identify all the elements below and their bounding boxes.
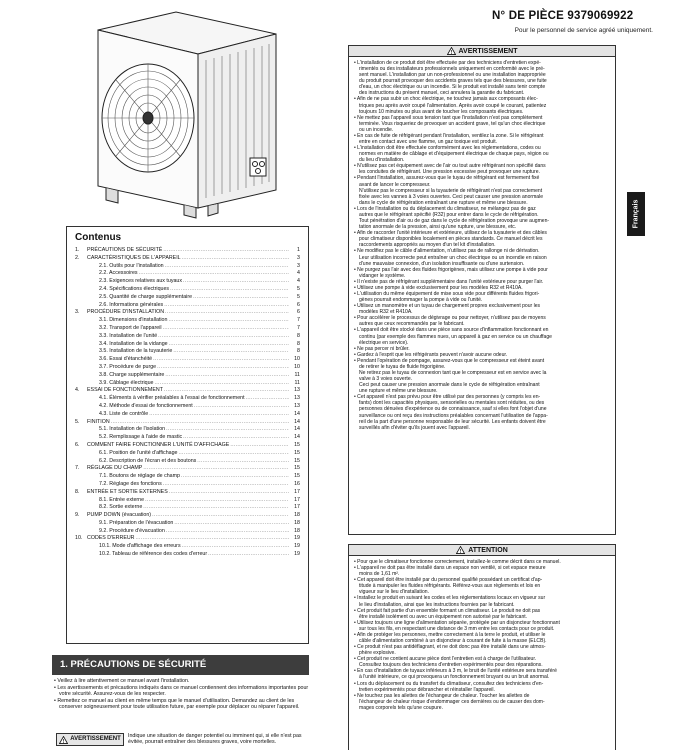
toc-entry-label: 6.1. Position de l'unité d'affichage xyxy=(99,449,178,456)
toc-entry[interactable] xyxy=(75,395,300,403)
toc-leader-dots xyxy=(169,341,289,349)
toc-leader-dots xyxy=(246,395,289,403)
toc-entry[interactable] xyxy=(75,497,300,505)
toc-entry[interactable] xyxy=(75,247,300,255)
toc-entry-page: 19 xyxy=(294,551,300,558)
text-line: ou un incendie. xyxy=(359,126,394,133)
toc-leader-dots xyxy=(173,348,289,356)
toc-entry-label: PROCÉDURE D'INSTALLATION xyxy=(87,309,165,316)
toc-entry-label: 10.2. Tableau de référence des codes d'erreur xyxy=(99,551,208,558)
text-line: valve à 3 voies ouverte. xyxy=(359,376,413,383)
toc-entry[interactable] xyxy=(75,465,300,473)
bullet-line: • Afin de ne pas subir un choc électrique, ne touchez jamais aux composants élec- xyxy=(354,96,538,103)
text-line: du lieu d'installation. xyxy=(359,157,405,164)
toc-entry[interactable] xyxy=(75,481,300,489)
bullet-line: • Ne modifiez pas le câble d'alimentation, n'utilisez pas de rallonge ni de dérivation. xyxy=(354,248,540,255)
bullet-line: • Ne touchez pas les ailettes de l'échangeur de chaleur. Toucher les ailettes de xyxy=(354,692,530,699)
toc-entry[interactable] xyxy=(75,294,300,302)
toc-entry-label: PUMP DOWN (évacuation) xyxy=(87,512,152,519)
toc-leader-dots xyxy=(163,247,289,255)
section-heading: 1. PRÉCAUTIONS DE SÉCURITÉ xyxy=(52,655,309,675)
text-line: être installé isolément ou avec un équipement non autorisé par le fabricant. xyxy=(359,613,528,620)
toc-entry-page: 15 xyxy=(294,465,300,472)
bullet-line: • Pendant l'opération de pompage, assurez-vous que le compresseur est éteint avant xyxy=(354,357,545,364)
toc-entry-page: 16 xyxy=(294,480,300,487)
warning-triangle-icon xyxy=(59,736,68,744)
toc-entry-page: 10 xyxy=(294,363,300,370)
toc-leader-dots xyxy=(136,535,289,543)
bullet-line: • L'appareil ne doit pas être installé dans un espace non ventilé, si cet espace mesure xyxy=(354,565,546,572)
toc-leader-dots xyxy=(139,270,289,278)
toc-leader-dots xyxy=(230,442,289,450)
toc-entry-label: 7.2. Réglage des fonctions xyxy=(99,480,162,487)
toc-entry-number: 6. xyxy=(75,441,80,448)
toc-entry[interactable] xyxy=(75,535,300,543)
toc-leader-dots xyxy=(165,263,289,271)
text-line: surveillés afin d'éviter qu'ils jouent avec l'appareil. xyxy=(359,424,470,431)
intro-bullets xyxy=(54,678,314,711)
toc-leader-dots xyxy=(164,387,289,395)
text-line: vigueur sur le lieu d'installation. xyxy=(359,589,429,596)
toc-entry[interactable] xyxy=(75,504,300,512)
bullet-line: • Cet produit ne contient aucune pièce dont l'entretien est à charge de l'utilisateur. xyxy=(354,656,537,663)
warning-triangle-icon xyxy=(447,47,456,55)
toc-entry[interactable] xyxy=(75,356,300,364)
toc-leader-dots xyxy=(111,419,289,427)
toc-entry-page: 19 xyxy=(294,543,300,550)
toc-entry-number: 10. xyxy=(75,535,83,542)
toc-leader-dots xyxy=(179,450,290,458)
toc-entry-label: 3.2. Transport de l'appareil xyxy=(99,324,162,331)
toc-entry-label: 6.2. Description de l'écran et des boutons xyxy=(99,457,197,464)
text-line: autres que ceux recommandés par le fabricant. xyxy=(359,321,465,328)
toc-entry[interactable] xyxy=(75,364,300,372)
warning-box-title: AVERTISSEMENT xyxy=(458,47,518,55)
text-line: dans le cycle de réfrigération entraînant une rupture et même une blessure. xyxy=(359,199,528,206)
toc-leader-dots xyxy=(183,434,289,442)
toc-entry-label: 5.1. Installation de l'isolation xyxy=(99,426,166,433)
toc-entry[interactable] xyxy=(75,489,300,497)
text-line: titude à manipuler les fluides réfrigérants. Référez-vous aux règlements et lois en xyxy=(359,583,541,590)
toc-leader-dots xyxy=(163,481,289,489)
text-line: une rupture et même une blessure. xyxy=(359,388,438,395)
text-line: sur tous les fils, en respectant une distance de 3 mm entre les contacts pour ce produit. xyxy=(359,625,555,632)
toc-entry-label: 5.2. Remplissage à l'aide de mastic xyxy=(99,434,183,441)
toc-entry-label: COMMENT FAIRE FONCTIONNER L'UNITÉ D'AFFICHAGE xyxy=(87,441,230,448)
text-line: avant de lancer le compresseur. xyxy=(359,181,431,188)
text-line: toujours 10 minutes ou plus avant de toucher les composants électriques. xyxy=(359,108,524,115)
toc-entry-page: 14 xyxy=(294,410,300,417)
toc-entry-label: 7.1. Boutons de réglage de champ xyxy=(99,473,180,480)
toc-entry-page: 1 xyxy=(297,247,300,253)
toc-leader-dots xyxy=(158,333,289,341)
toc-entry-page: 13 xyxy=(294,395,300,402)
toc-entry-label: 3.8. Charge supplémentaire xyxy=(99,371,165,378)
text-line: d'une mauvaise connexion, d'un isolation insuffisante ou d'une surtension. xyxy=(359,260,525,267)
text-line: Ne retirez pas le tuyau de connexion tant que le compresseur est en service avec la xyxy=(359,369,547,376)
toc-entry-label: CODES D'ERREUR xyxy=(87,535,135,542)
text-line: d'eau, un choc électrique ou un incendie. Si le produit est installé sans tenir compte xyxy=(359,84,546,91)
bullet-line: • Pendant l'installation, assurez-vous que le tuyau de réfrigérant est fermement fixé xyxy=(354,175,540,182)
toc-leader-dots xyxy=(197,458,289,466)
text-line: sent manuel. L'installation par un non-professionnel ou une installation inappropriée xyxy=(359,72,546,79)
toc-entry-page: 15 xyxy=(294,473,300,480)
toc-entry-label: 2.3. Exigences relatives aux tuyaux xyxy=(99,278,183,285)
intro-bullet: • Veillez à lire attentivement ce manuel avant l'installation. xyxy=(54,678,190,684)
toc-entry-label: ENTRÉE ET SORTIE EXTERNES xyxy=(87,488,168,495)
toc-leader-dots xyxy=(181,473,289,481)
toc-leader-dots xyxy=(183,278,289,286)
toc-entry-page: 17 xyxy=(294,504,300,511)
toc-leader-dots xyxy=(164,302,289,310)
toc-entry-label: 4.3. Liste de contrôle xyxy=(99,410,149,417)
bullet-line: • Utilisez une pompe à vide exclusivement pour les modèles R32 et R410A. xyxy=(354,284,523,291)
toc-leader-dots xyxy=(143,504,289,512)
toc-entry[interactable] xyxy=(75,380,300,388)
warning-legend-text: Indique une situation de danger potentiel ou imminent qui, si elle n'est pas évitée, pourrait entraîner des blessures graves, voire mortelles. xyxy=(128,733,302,746)
bullet-line: • En cas de fuite de réfrigérant pendant l'installation, ventilez la zone. Si le réfrigérant xyxy=(354,132,544,139)
toc-entry-page: 6 xyxy=(297,309,300,316)
toc-entry-page: 19 xyxy=(294,535,300,542)
toc-leader-dots xyxy=(153,356,289,364)
toc-entry[interactable] xyxy=(75,520,300,528)
bullet-line: • Cet appareil doit être installé par du personnel qualifié possédant un certificat d'ap- xyxy=(354,577,543,584)
svg-text:!: ! xyxy=(459,548,462,554)
text-line: gènes pourrait endommager la pompe à vide ou l'unité. xyxy=(359,297,483,304)
toc-leader-dots xyxy=(149,411,289,419)
table-of-contents xyxy=(66,226,309,644)
text-line: N'utilisez pas le compresseur si la tuyauterie de réfrigérant n'est pas correctement xyxy=(359,187,543,194)
toc-entry-page: 6 xyxy=(297,301,300,308)
text-line: électrique en service). xyxy=(359,339,409,346)
toc-entry-label: 3.4. Installation de la vidange xyxy=(99,340,168,347)
toc-entry[interactable] xyxy=(75,434,300,442)
bullet-line: • Gardez à l'esprit que les réfrigérants peuvent n'avoir aucune odeur. xyxy=(354,351,508,358)
text-line: normes en matière de câblage et d'équipement électrique de chaque pays, région ou xyxy=(359,151,549,158)
bullet-line: • L'appareil doit être stocké dans une pièce sans source d'inflammation fonctionnant en xyxy=(354,327,549,334)
text-line: continu (par exemple des flammes nues, un appareil à gaz en service ou un chauffage xyxy=(359,333,552,340)
warning-legend-label: ! AVERTISSEMENT xyxy=(56,733,124,746)
toc-entry-page: 14 xyxy=(294,426,300,433)
toc-entry-page: 7 xyxy=(297,317,300,324)
toc-entry-number: 1. xyxy=(75,247,80,253)
toc-entry-label: PRÉCAUTIONS DE SÉCURITÉ xyxy=(87,247,163,253)
text-line: du produit pourrait provoquer des accidents graves tels que des blessures, une fuite xyxy=(359,78,547,85)
text-line: le lieu d'installation, ainsi que les instructions fournies par le fabricant. xyxy=(359,601,515,608)
toc-entry[interactable] xyxy=(75,263,300,271)
toc-entry-page: 15 xyxy=(294,457,300,464)
toc-entry[interactable] xyxy=(75,551,300,559)
toc-entry[interactable] xyxy=(75,426,300,434)
toc-entry[interactable] xyxy=(75,286,300,294)
toc-entry-number: 8. xyxy=(75,488,80,495)
toc-entry[interactable] xyxy=(75,255,300,263)
toc-leader-dots xyxy=(143,465,289,473)
toc-entry-label: 4.2. Méthode d'essai de fonctionnement xyxy=(99,402,193,409)
toc-leader-dots xyxy=(169,489,289,497)
text-line: entre en contact avec une flamme, un gaz toxique est produit. xyxy=(359,139,498,146)
toc-entry-label: 8.1. Entrée externe xyxy=(99,496,145,503)
toc-entry-page: 3 xyxy=(297,254,300,261)
warning-box-header xyxy=(349,46,615,57)
toc-entry-page: 3 xyxy=(297,262,300,269)
text-line: modèles R32 et R410A. xyxy=(359,309,413,316)
toc-leader-dots xyxy=(182,543,289,551)
caution-triangle-icon xyxy=(456,546,465,554)
text-line: des instructions du présent manuel, ceci annulera la garantie du fabricant. xyxy=(359,90,525,97)
toc-entry[interactable] xyxy=(75,309,300,317)
bullet-line: • Utilisez toujours une ligne d'alimentation séparée, protégée par un disjoncteur fonctionnant xyxy=(354,619,560,626)
toc-entry[interactable] xyxy=(75,403,300,411)
toc-entry-label: 3.7. Procédure de purge xyxy=(99,363,157,370)
toc-entry-page: 4 xyxy=(297,270,300,277)
toc-entry[interactable] xyxy=(75,278,300,286)
bullet-line: • En cas d'installation de tuyaux inférieurs à 3 m, le bruit de l'unité extérieure sera transféré xyxy=(354,668,557,675)
outdoor-unit-illustration xyxy=(58,8,288,223)
toc-list xyxy=(75,247,300,559)
bullet-line: • Installez le produit en suivant les codes et les réglementations locaux en vigueur sur xyxy=(354,595,546,602)
text-line: vidanger le système. xyxy=(359,272,406,279)
toc-leader-dots xyxy=(166,426,289,434)
bullet-line: • Afin de protéger les personnes, mettre correctement à la terre le produit, et utiliser le xyxy=(354,631,546,638)
toc-entry-page: 7 xyxy=(297,324,300,331)
bullet-line: • N'utilisez pas cet équipement avec de l'air ou tout autre réfrigérant non spécifié dans xyxy=(354,163,546,170)
toc-leader-dots xyxy=(165,372,289,380)
toc-entry[interactable] xyxy=(75,372,300,380)
bullet-line: • Lors du déplacement ou du transfert du climatiseur, consultez des techniciens d'en- xyxy=(354,680,544,687)
toc-entry-page: 13 xyxy=(294,402,300,409)
text-line: phère explosive. xyxy=(359,650,396,657)
toc-leader-dots xyxy=(154,380,289,388)
text-line: Consultez toujours des techniciens d'entretien expérimentés pour des réparations. xyxy=(359,662,543,669)
svg-text:!: ! xyxy=(450,49,452,55)
toc-entry-page: 17 xyxy=(294,488,300,495)
toc-entry-label: 3.5. Installation de la tuyauterie xyxy=(99,348,173,355)
toc-leader-dots xyxy=(182,255,289,263)
toc-entry[interactable] xyxy=(75,348,300,356)
bullet-line: • Cet produit fait partie d'un ensemble formant un climatiseur. Le produit ne doit pas xyxy=(354,607,541,614)
toc-entry-page: 18 xyxy=(294,519,300,526)
toc-entry[interactable] xyxy=(75,512,300,520)
toc-entry-page: 15 xyxy=(294,441,300,448)
toc-entry-page: 18 xyxy=(294,512,300,519)
toc-entry-label: 2.1. Outils pour l'installation xyxy=(99,262,164,269)
toc-entry-label: 8.2. Sortie externe xyxy=(99,504,143,511)
toc-entry[interactable] xyxy=(75,387,300,395)
text-line: tation anormale de la pression, ainsi qu'une rupture, une blessure, etc. xyxy=(359,224,517,231)
toc-entry-label: FINITION xyxy=(87,418,110,425)
text-line: fixée avec les vannes à 3 voies ouvertes. Ceci peut causer une pression anormale xyxy=(359,193,544,200)
toc-entry-page: 15 xyxy=(294,449,300,456)
text-line: terminée. Vous risqueriez de provoquer un accident grave, tel qu'un choc électrique xyxy=(359,120,546,127)
toc-entry-label: 3.9. Câblage électrique xyxy=(99,379,154,386)
toc-entry-label: CARACTÉRISTIQUES DE L'APPAREIL xyxy=(87,254,181,261)
toc-entry[interactable] xyxy=(75,333,300,341)
text-line: à l'unité intérieure, ce qui provoquera un fonctionnement bruyant ou un bruit anormal. xyxy=(359,674,550,681)
text-line: câble d'alimentation combiné à un disjoncteur à courant de fuite à la masse (ELCB). xyxy=(359,638,547,645)
text-line: Tout pénétration d'air ou de gaz dans le cycle de réfrigération provoque une augmen- xyxy=(359,218,550,225)
toc-entry-label: 2.4. Spécifications électriques xyxy=(99,285,170,292)
bullet-line: • L'installation de ce produit doit être effectuée par des techniciens d'entretien expé- xyxy=(354,60,541,66)
toc-entry[interactable] xyxy=(75,325,300,333)
text-line: triques peu après avoir coupé l'alimentation. Après avoir coupé le courant, patientez xyxy=(359,102,547,109)
attention-box-title: ATTENTION xyxy=(468,546,508,554)
bullet-line: • L'installation doit être effectuée conformément avec les réglementations, codes ou xyxy=(354,145,541,152)
toc-entry[interactable] xyxy=(75,528,300,536)
toc-entry[interactable] xyxy=(75,442,300,450)
toc-leader-dots xyxy=(165,309,289,317)
toc-entry-number: 7. xyxy=(75,465,80,472)
toc-entry[interactable] xyxy=(75,317,300,325)
toc-leader-dots xyxy=(163,325,289,333)
attention-box-header xyxy=(349,545,615,556)
text-line: rimentés ou des installateurs professionnels uniquement en conformité avec le pré- xyxy=(359,66,545,73)
text-line: raccordements appropriés au moyen d'un tel kit d'installation. xyxy=(359,242,496,249)
toc-entry-label: 9.2. Procédure d'évacuation xyxy=(99,527,165,534)
toc-entry-page: 8 xyxy=(297,332,300,339)
toc-entry-page: 5 xyxy=(297,285,300,292)
toc-entry-label: 2.5. Quantité de charge supplémentaire xyxy=(99,293,193,300)
toc-entry-page: 5 xyxy=(297,293,300,300)
toc-entry-page: 8 xyxy=(297,348,300,355)
svg-text:!: ! xyxy=(62,738,65,744)
toc-entry-page: 14 xyxy=(294,434,300,441)
toc-leader-dots xyxy=(152,512,289,520)
intro-bullet: • Remettez ce manuel au client en même temps que le manuel d'utilisation. Demandez au client de les conserver soigneusement pour toute utilisation future, par exemple pour déplacer ou réparer l'appareil. xyxy=(54,697,300,711)
toc-entry-label: 3.1. Dimensions d'installation xyxy=(99,317,168,324)
bullet-line: • Ne pas percer ni brûler. xyxy=(354,345,410,352)
text-line: surveillance ou ont reçu des instructions préalables concernant l'utilisation de l'appa- xyxy=(359,412,548,419)
toc-entry-label: 2.6. Informations générales xyxy=(99,301,164,308)
toc-leader-dots xyxy=(168,317,289,325)
attention-box xyxy=(348,544,616,750)
toc-entry-label: 2.2. Accessoires xyxy=(99,270,138,277)
bullet-line: • L'utilisation du même équipement de mise sous vide pour différents fluides frigori- xyxy=(354,290,540,297)
toc-entry-label: 9.1. Préparation de l'évacuation xyxy=(99,519,174,526)
bullet-line: • Cet appareil n'est pas prévu pour être utilisé par des personnes (y compris les en- xyxy=(354,394,541,401)
text-line: Leur utilisation incorrecte peut entraîner un choc électrique ou un incendie en raison xyxy=(359,254,547,261)
bullet-line: • Lors de l'installation ou du déplacement du climatiseur, ne mélangez pas de gaz xyxy=(354,205,536,212)
toc-entry[interactable] xyxy=(75,473,300,481)
text-line: personnes dénuées d'expérience ou de connaissance, sauf si elles font l'objet d'une xyxy=(359,406,547,413)
toc-entry-label: 10.1. Mode d'affichage des erreurs xyxy=(99,543,181,550)
toc-entry[interactable] xyxy=(75,450,300,458)
toc-entry-page: 10 xyxy=(294,356,300,363)
toc-entry[interactable] xyxy=(75,270,300,278)
toc-leader-dots xyxy=(170,286,289,294)
bullet-line: • Il n'existe pas de réfrigérant supplémentaire dans l'unité extérieure pour purger l'air. xyxy=(354,278,544,285)
warning-box-body xyxy=(349,57,615,431)
toc-entry-page: 8 xyxy=(297,340,300,347)
toc-entry[interactable] xyxy=(75,341,300,349)
toc-entry[interactable] xyxy=(75,419,300,427)
bullet-line: • Ne mettez pas l'appareil sous tension tant que l'installation n'est pas complètement xyxy=(354,114,543,121)
text-line: l'échangeur de chaleur risque d'endommager ces dernières ou de causer des dom- xyxy=(359,698,545,705)
toc-leader-dots xyxy=(145,497,289,505)
warning-legend xyxy=(56,733,314,746)
toc-entry-label: 3.6. Essai d'étanchéité xyxy=(99,356,153,363)
toc-entry-label: RÉGLAGE DU CHAMP xyxy=(87,465,143,472)
toc-entry-label: 4.1. Éléments à vérifier préalables à l'essai de fonctionnement xyxy=(99,395,245,402)
text-line: fants) dont les capacités physiques, sensorielles ou mentales sont réduites, ou des xyxy=(359,400,545,407)
text-line: mages corporels tels qu'une coupure. xyxy=(359,704,444,711)
toc-leader-dots xyxy=(166,528,289,536)
attention-box-body xyxy=(349,556,615,711)
toc-entry-page: 11 xyxy=(294,379,300,386)
toc-entry-number: 4. xyxy=(75,387,80,394)
toc-leader-dots xyxy=(174,520,289,528)
text-line: de retirer le tuyau de fluide frigorigène. xyxy=(359,363,446,370)
bullet-line: • Utilisez un manomètre et un tuyau de chargement propres exclusivement pour les xyxy=(354,303,541,310)
toc-entry-page: 11 xyxy=(294,371,300,378)
toc-entry[interactable] xyxy=(75,411,300,419)
text-line: pour climatiseur disponibles localement en pièces standards. Ce manuel décrit les xyxy=(359,236,543,243)
text-line: moins de 1,61 m². xyxy=(359,571,400,578)
language-tab[interactable]: Français xyxy=(627,192,645,236)
toc-leader-dots xyxy=(208,551,289,559)
bullet-line: • Ne purgez pas l'air avec des fluides frigorigènes, mais utilisez une pompe à vide pour xyxy=(354,266,548,273)
toc-leader-dots xyxy=(193,294,289,302)
toc-entry-page: 14 xyxy=(294,418,300,425)
text-line: tretien expérimentés pour débrancher et réinstaller l'appareil. xyxy=(359,686,495,693)
toc-leader-dots xyxy=(157,364,289,372)
text-line: les conduites de réfrigérant. Une pression excessive peut provoquer une rupture. xyxy=(359,169,540,176)
toc-entry[interactable] xyxy=(75,543,300,551)
toc-entry-number: 2. xyxy=(75,254,80,261)
bullet-line: • Afin de raccorder l'unité intérieure et extérieure, utilisez de la tuyauterie et des câbles xyxy=(354,230,547,237)
part-number: N° DE PIÈCE 9379069922 xyxy=(492,10,634,22)
toc-title: Contenus xyxy=(75,232,122,243)
warning-box xyxy=(348,45,616,535)
text-line: reil de la part d'une personne responsable de leur sécurité. Les enfants doivent être xyxy=(359,418,546,425)
toc-entry-page: 18 xyxy=(294,527,300,534)
toc-entry-label: 3.3. Installation de l'unité xyxy=(99,332,158,339)
toc-entry-page: 13 xyxy=(294,387,300,394)
toc-entry-number: 3. xyxy=(75,309,80,316)
toc-entry-label: ESSAI DE FONCTIONNEMENT xyxy=(87,387,163,394)
text-line: autres que le réfrigérant spécifié (R32) pour entrer dans le cycle de réfrigération. xyxy=(359,211,539,218)
text-line: Ceci peut causer une pression anormale dans le cycle de réfrigération entraînant xyxy=(359,382,540,389)
toc-entry-page: 17 xyxy=(294,496,300,503)
toc-entry-number: 9. xyxy=(75,512,80,519)
toc-leader-dots xyxy=(194,403,289,411)
bullet-line: • Ce produit n'est pas antidéflagrant, et ne doit donc pas être installé dans une atmos- xyxy=(354,644,546,651)
toc-entry-page: 4 xyxy=(297,278,300,285)
bullet-line: • Pour accélérer le processus de dégivrage ou pour nettoyer, n'utilisez pas de moyens xyxy=(354,315,546,322)
service-note: Pour le personnel de service agréé uniquement. xyxy=(514,27,653,34)
toc-entry-number: 5. xyxy=(75,418,80,425)
intro-bullet: • Les avertissements et précautions indiqués dans ce manuel contiennent des informations importantes pour votre sécurité. Assurez-vous de les respecter. xyxy=(54,684,309,698)
bullet-line: • Pour que le climatiseur fonctionne correctement, installez-le comme décrit dans ce manuel. xyxy=(354,559,561,565)
